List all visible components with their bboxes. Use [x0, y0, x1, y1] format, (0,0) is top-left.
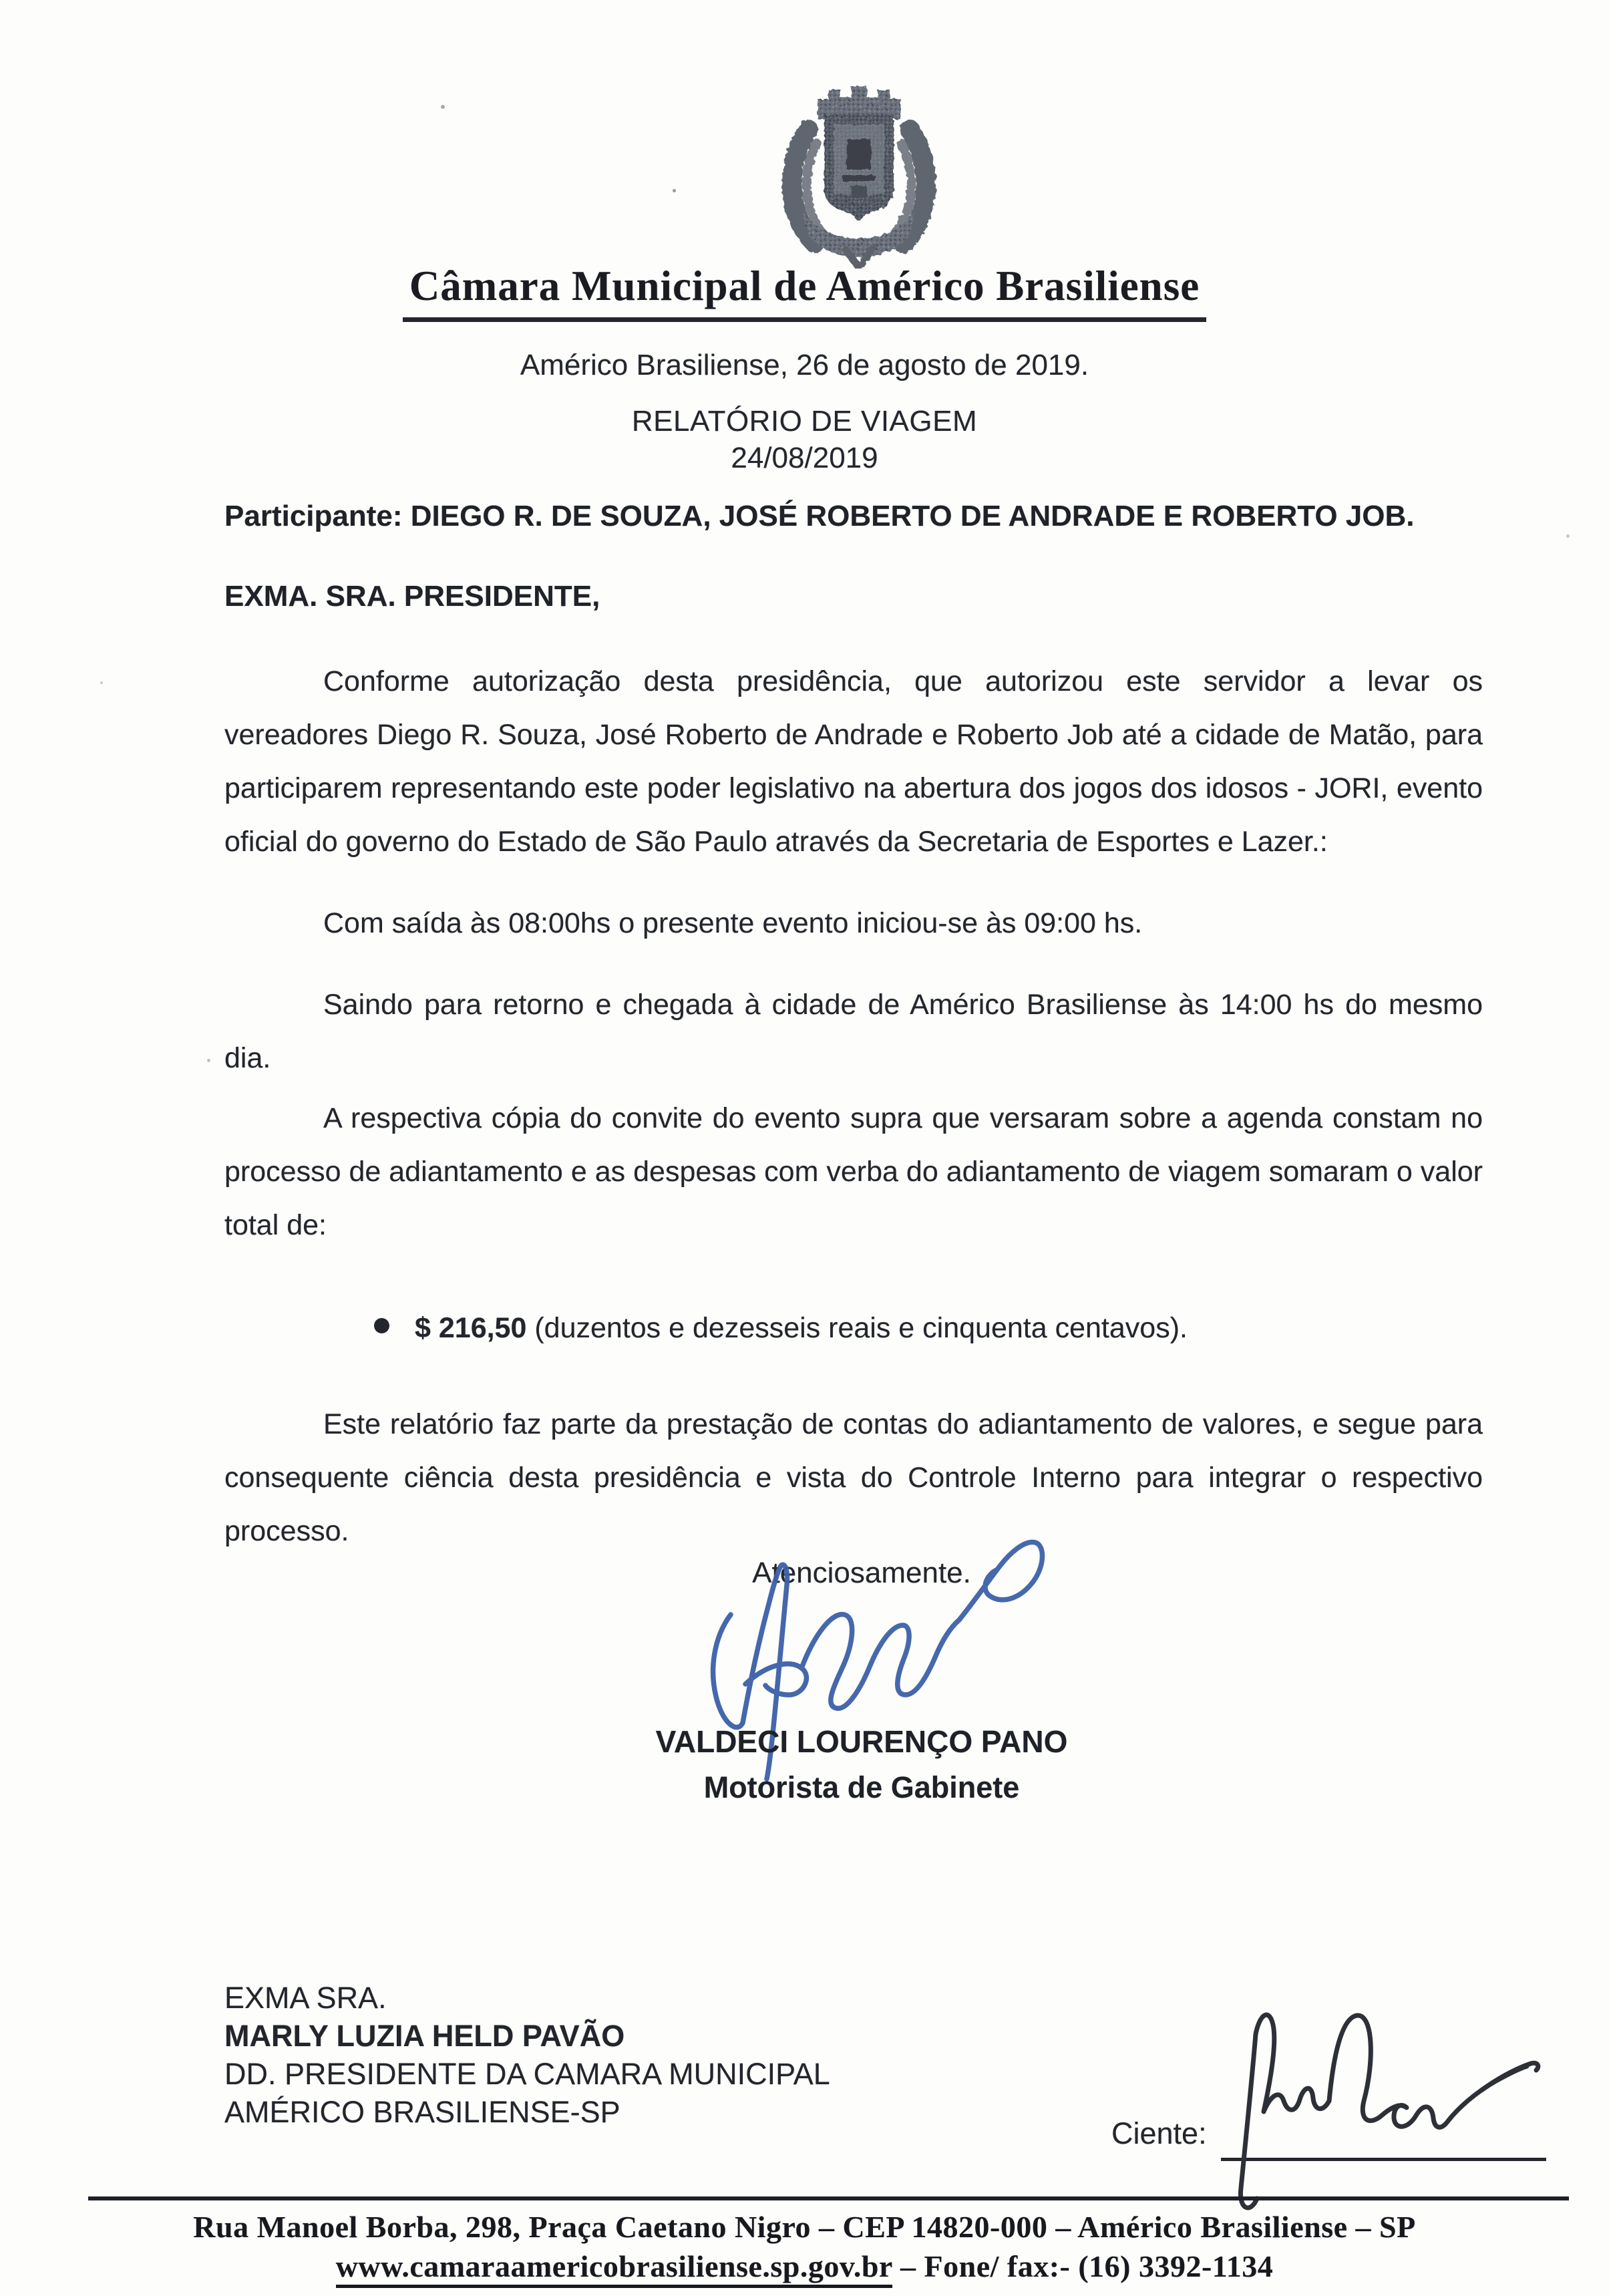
report-title: RELATÓRIO DE VIAGEM: [631, 405, 978, 438]
city-date-line: Américo Brasiliense, 26 de agosto de 2019.: [520, 349, 1089, 381]
organization-title: [0, 262, 1609, 322]
closing-salutation: Atenciosamente.: [752, 1556, 971, 1589]
footer-website: www.camaraamericobrasiliense.sp.gov.br: [336, 2249, 892, 2288]
scan-speck: [100, 681, 103, 684]
salutation-line: EXMA. SRA. PRESIDENTE,: [224, 580, 600, 613]
scan-speck: [207, 1059, 210, 1062]
scan-speck: [673, 189, 676, 192]
signer-name: VALDECI LOURENÇO PANO: [655, 1724, 1068, 1759]
expense-amount: $ 216,50: [415, 1312, 527, 1344]
expense-amount-words: (duzentos e dezesseis reais e cinquenta centavos).: [526, 1312, 1188, 1344]
recipient-line-1: EXMA SRA.: [224, 1981, 387, 2015]
participants-line: Participante: DIEGO R. DE SOUZA, JOSÉ ROBERTO DE ANDRADE E ROBERTO JOB.: [224, 500, 1415, 532]
paragraph-closing: Este relatório faz parte da prestação de contas do adiantamento de valores, e segue para consequente ciência desta presidência e vista do Controle Interno para integrar o respectivo processo.: [224, 1408, 1483, 1547]
recipient-block: [224, 1979, 830, 2131]
organization-title-text: Câmara Municipal de Américo Brasiliense: [403, 262, 1206, 322]
bullet-dot-icon: [374, 1318, 389, 1333]
letter-body: [224, 655, 1483, 1558]
footer-contact: [0, 2247, 1609, 2286]
signature-block: [561, 1556, 1162, 1837]
paragraph-authorization: Conforme autorização desta presidência, que autorizou este servidor a levar os vereadores Diego R. Souza, José Roberto de Andrade e Roberto Job até a cidade de Matão, para participarem representando este poder legislativo na abertura dos jogos dos idosos - JORI, evento oficial do governo do Estado de São Paulo através da Secretaria de Esportes e Lazer.:: [224, 665, 1483, 858]
scan-speck: [441, 105, 445, 109]
footer-address: Rua Manoel Borba, 298, Praça Caetano Nigro – CEP 14820-000 – Américo Brasiliense – SP: [193, 2210, 1416, 2244]
scan-speck: [1566, 534, 1570, 538]
paragraph-departure: Com saída às 08:00hs o presente evento iniciou-se às 09:00 hs.: [323, 907, 1143, 939]
report-date: 24/08/2019: [731, 442, 878, 474]
recipient-name: MARLY LUZIA HELD PAVÃO: [224, 2019, 625, 2053]
ciente-signature-icon: [1209, 1994, 1556, 2228]
signer-role: Motorista de Gabinete: [703, 1770, 1020, 1804]
recipient-title: DD. PRESIDENTE DA CAMARA MUNICIPAL: [224, 2057, 830, 2091]
footer-phone: – Fone/ fax:- (16) 3392-1134: [892, 2249, 1274, 2283]
expense-bullet-item: [224, 1301, 1483, 1355]
footer: [0, 2207, 1609, 2286]
acknowledge-label: Ciente:: [1111, 2116, 1207, 2150]
paragraph-return: Saindo para retorno e chegada à cidade de Américo Brasiliense às 14:00 hs do mesmo dia.: [224, 989, 1483, 1074]
recipient-city: AMÉRICO BRASILIENSE-SP: [224, 2095, 620, 2129]
paragraph-expenses: A respectiva cópia do convite do evento supra que versaram sobre a agenda constam no processo de adiantamento e as despesas com verba do adiantamento de viagem somaram o valor total de:: [224, 1102, 1483, 1241]
footer-divider: [88, 2196, 1569, 2200]
expense-bullet-text: [415, 1301, 1188, 1355]
municipal-coat-of-arms-icon: [768, 75, 950, 261]
